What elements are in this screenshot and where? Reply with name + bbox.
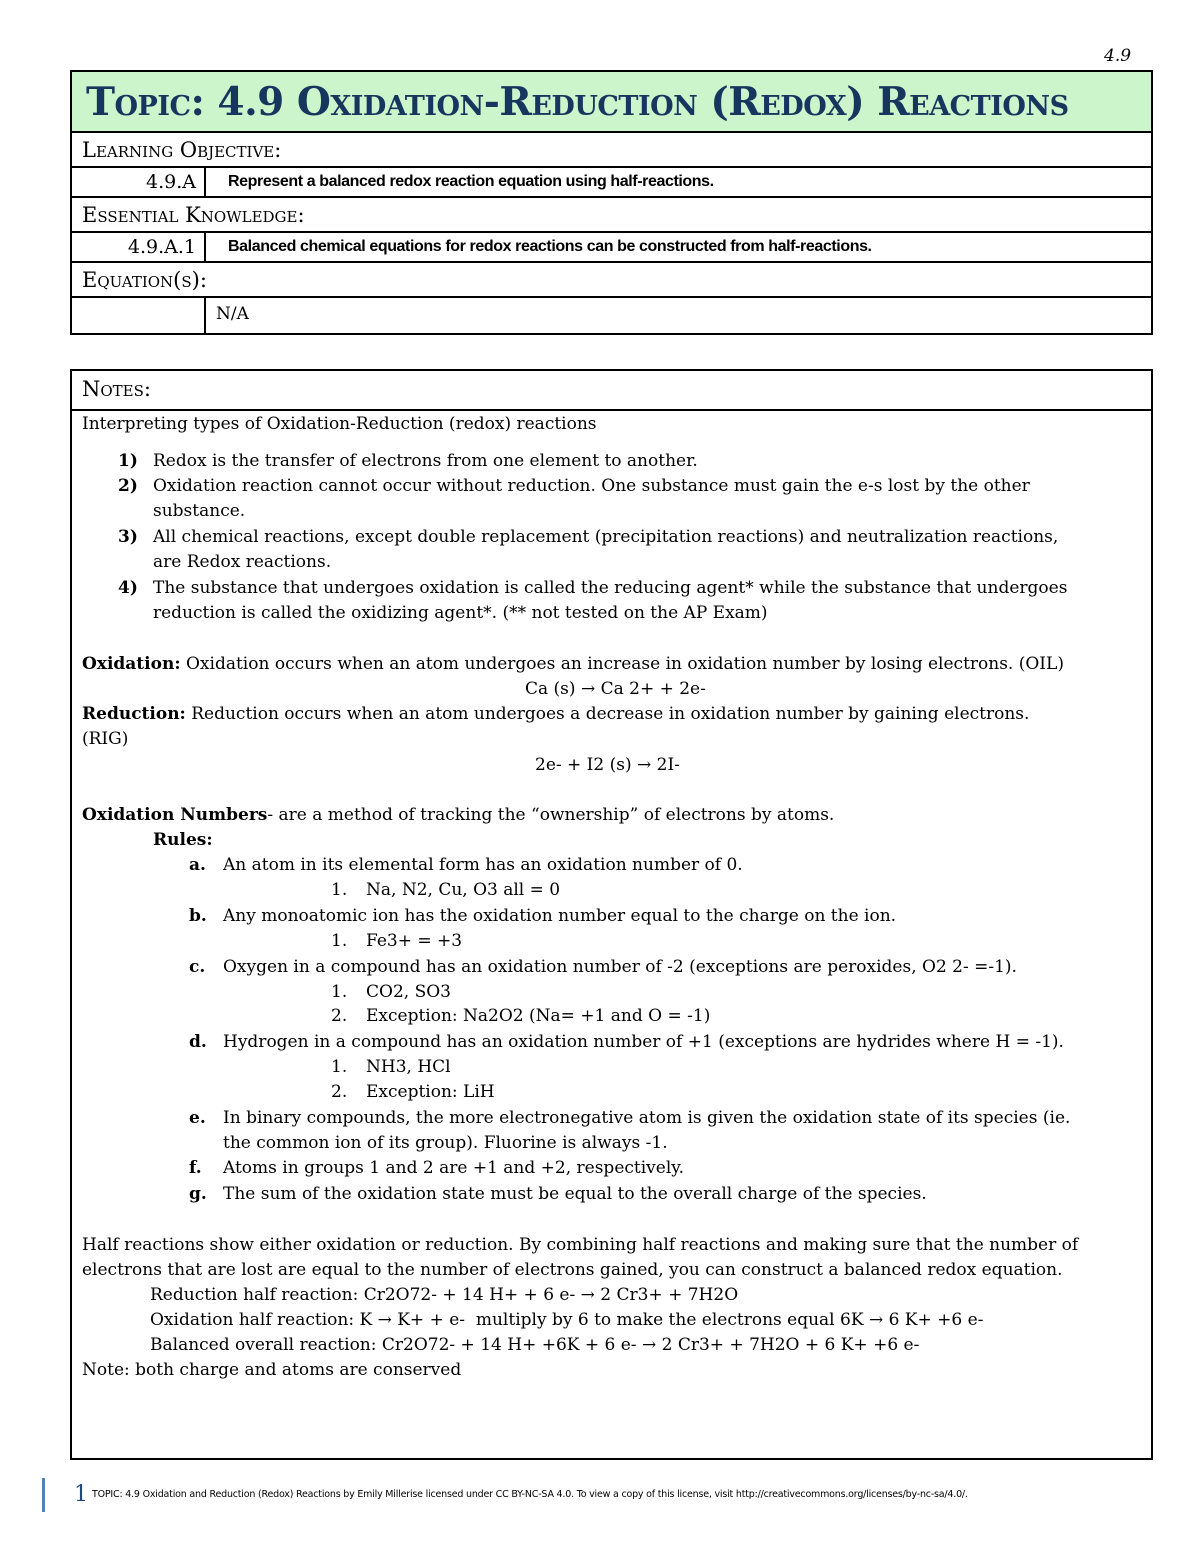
rule-sub-number: 1. — [331, 1057, 348, 1077]
rule-sub-item: Na, N2, Cu, O3 all = 0 — [366, 880, 561, 900]
essential-knowledge-heading: Essential Knowledge: — [71, 197, 1152, 232]
list-number: 3) — [118, 527, 138, 547]
list-item: Redox is the transfer of electrons from one element to another. — [153, 451, 698, 471]
rule-text: The sum of the oxidation state must be equal to the overall charge of the species. — [223, 1184, 927, 1204]
rule-sub-number: 1. — [331, 931, 348, 951]
rule-letter: d. — [189, 1032, 207, 1052]
rule-sub-item: NH3, HCl — [366, 1057, 451, 1077]
oxidation-half-reaction: Oxidation half reaction: K → K+ + e- multiply by 6 to make the electrons equal 6K → 6 K+ +6 e- — [150, 1310, 984, 1330]
page-number: 4.9 — [1104, 46, 1132, 66]
rule-text: Atoms in groups 1 and 2 are +1 and +2, respectively. — [223, 1158, 685, 1178]
equations-heading: Equation(s): — [71, 262, 1152, 297]
notes-intro: Interpreting types of Oxidation-Reduction (redox) reactions — [82, 414, 597, 434]
list-number: 4) — [118, 578, 138, 598]
learning-objective-code: 4.9.A — [71, 167, 205, 197]
reduction-definition: Reduction: Reduction occurs when an atom undergoes a decrease in oxidation number by gaining electrons. — [82, 704, 1030, 724]
oxidation-numbers-definition: Oxidation Numbers- are a method of tracking the “ownership” of electrons by atoms. — [82, 805, 835, 825]
list-item-cont: substance. — [153, 501, 246, 521]
equations-value: N/A — [205, 297, 1152, 334]
page-footer — [42, 1478, 1142, 1512]
rule-text: Any monoatomic ion has the oxidation number equal to the charge on the ion. — [223, 906, 897, 926]
rule-letter: g. — [189, 1184, 207, 1204]
rule-letter: f. — [189, 1158, 202, 1178]
conservation-note: Note: both charge and atoms are conserved — [82, 1360, 462, 1380]
rule-sub-number: 2. — [331, 1082, 348, 1102]
rule-text: Hydrogen in a compound has an oxidation number of +1 (exceptions are hydrides where H = -1). — [223, 1032, 1064, 1052]
rule-sub-item: Fe3+ = +3 — [366, 931, 463, 951]
list-item: Oxidation reaction cannot occur without reduction. One substance must gain the e-s lost by the other — [153, 476, 1030, 496]
half-reactions-intro: Half reactions show either oxidation or reduction. By combining half reactions and making sure that the number of — [82, 1235, 1079, 1255]
list-item-cont: reduction is called the oxidizing agent*. (** not tested on the AP Exam) — [153, 603, 768, 623]
rule-letter: e. — [189, 1108, 206, 1128]
rule-sub-number: 1. — [331, 880, 348, 900]
list-number: 1) — [118, 451, 138, 471]
rule-text: Oxygen in a compound has an oxidation number of -2 (exceptions are peroxides, O2 2- =-1). — [223, 957, 1017, 977]
topic-title: Topic: 4.9 Oxidation-Reduction (Redox) Reactions — [71, 71, 1152, 132]
half-reactions-intro-cont: electrons that are lost are equal to the number of electrons gained, you can construct a balanced redox equation. — [82, 1260, 1063, 1280]
rule-sub-item: Exception: Na2O2 (Na= +1 and O = -1) — [366, 1006, 711, 1026]
oxidation-equation: Ca (s) → Ca 2+ + 2e- — [525, 679, 706, 699]
essential-knowledge-text: Balanced chemical equations for redox reactions can be constructed from half-reactions. — [205, 232, 1152, 262]
rules-label: Rules: — [153, 830, 213, 850]
rule-letter: b. — [189, 906, 207, 926]
rule-text-cont: the common ion of its group). Fluorine is always -1. — [223, 1133, 668, 1153]
rule-sub-item: Exception: LiH — [366, 1082, 495, 1102]
rule-letter: c. — [189, 957, 206, 977]
notes-heading: Notes: — [72, 371, 1151, 411]
rule-sub-number: 2. — [331, 1006, 348, 1026]
rule-sub-item: CO2, SO3 — [366, 982, 451, 1002]
topic-table — [70, 70, 1153, 335]
balanced-overall-reaction: Balanced overall reaction: Cr2O72- + 14 H+ +6K + 6 e- → 2 Cr3+ + 7H2O + 6 K+ +6 e- — [150, 1335, 920, 1355]
reduction-equation: 2e- + I2 (s) → 2I- — [535, 755, 680, 775]
list-item: All chemical reactions, except double replacement (precipitation reactions) and neutralization reactions, — [153, 527, 1059, 547]
reduction-half-reaction: Reduction half reaction: Cr2O72- + 14 H+ + 6 e- → 2 Cr3+ + 7H2O — [150, 1285, 739, 1305]
list-item: The substance that undergoes oxidation is called the reducing agent* while the substance that undergoes — [153, 578, 1068, 598]
rule-text: In binary compounds, the more electronegative atom is given the oxidation state of its species (ie. — [223, 1108, 1071, 1128]
oxidation-definition: Oxidation: Oxidation occurs when an atom undergoes an increase in oxidation number by losing electrons. (OIL) — [82, 654, 1064, 674]
rule-sub-number: 1. — [331, 982, 348, 1002]
equations-code-cell — [71, 297, 205, 334]
learning-objective-heading: Learning Objective: — [71, 132, 1152, 167]
notes-box — [70, 369, 1153, 1460]
footer-page-number: 1 — [74, 1482, 88, 1507]
reduction-definition-cont: (RIG) — [82, 729, 129, 749]
footer-accent-bar — [42, 1478, 45, 1512]
list-item-cont: are Redox reactions. — [153, 552, 332, 572]
footer-license-text: TOPIC: 4.9 Oxidation and Reduction (Redox) Reactions by Emily Millerise licensed under CC BY-NC-SA 4.0. To view a copy of this license, visit http://creativecommons.org/licenses/by-nc-sa/4.0/. — [92, 1489, 968, 1500]
list-number: 2) — [118, 476, 138, 496]
rule-letter: a. — [189, 855, 206, 875]
rule-text: An atom in its elemental form has an oxidation number of 0. — [223, 855, 743, 875]
essential-knowledge-code: 4.9.A.1 — [71, 232, 205, 262]
learning-objective-text: Represent a balanced redox reaction equation using half-reactions. — [205, 167, 1152, 197]
